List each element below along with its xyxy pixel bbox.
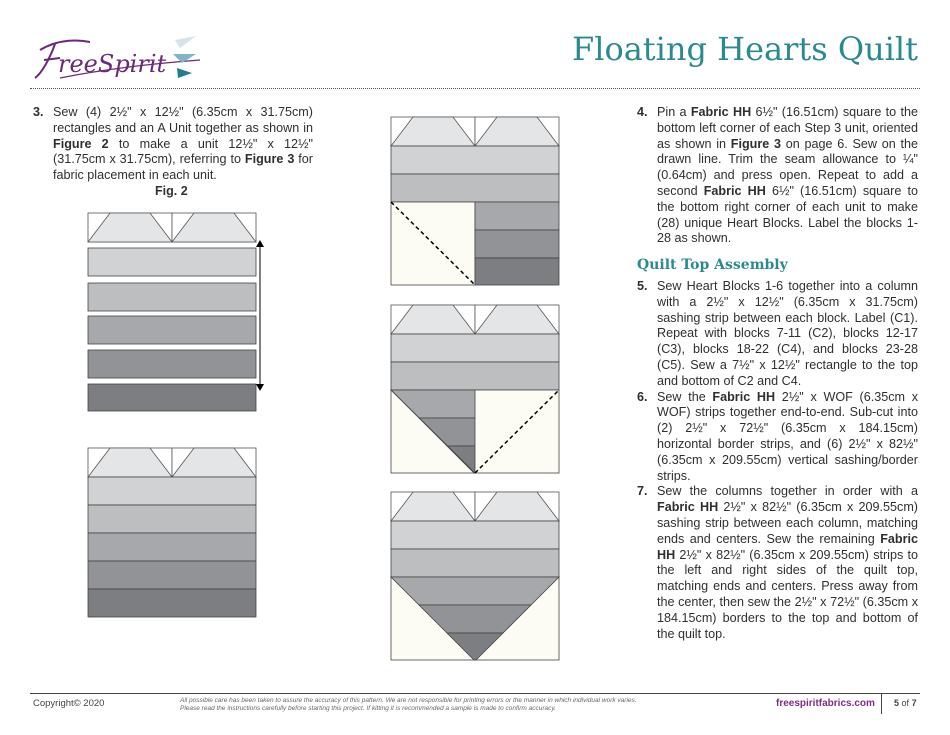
website-link[interactable]: freespiritfabrics.com <box>776 698 875 709</box>
footer-divider <box>30 693 920 694</box>
block-diagram-strips <box>86 446 261 620</box>
fabric-strip <box>391 334 559 362</box>
fabric-strip <box>88 350 256 378</box>
step-text-segment: Fabric HH <box>703 183 766 198</box>
step-text-segment: to make a unit 12½" x 12½" (31.75cm x 31.75cm), referring to <box>53 136 313 167</box>
step-text <box>657 484 918 642</box>
step-item <box>33 105 313 184</box>
step-item <box>637 105 918 247</box>
assembly-steps <box>637 279 918 642</box>
step-item <box>637 279 918 390</box>
step-text-segment: for fabric placement in each unit. <box>53 152 313 183</box>
freespirit-logo <box>30 28 210 93</box>
fabric-strip <box>475 258 559 285</box>
fabric-strip <box>475 202 559 230</box>
step-number: 4. <box>637 105 648 119</box>
fabric-strip <box>391 577 559 605</box>
fabric-strip <box>391 549 559 577</box>
disclaimer-line: Please read the instructions carefully before starting this project. If kitting it is recommended a sample is made to confirm accuracy. <box>180 705 556 712</box>
step-number: 7. <box>637 484 648 499</box>
fabric-strip <box>391 362 559 390</box>
step-item <box>637 484 918 642</box>
step-text <box>657 105 918 247</box>
step-text-segment: Figure 3 <box>244 152 295 167</box>
fabric-strip <box>391 146 559 174</box>
step-item <box>637 390 918 485</box>
fabric-strip <box>391 521 559 549</box>
page-current: 5 <box>894 698 900 708</box>
step-text <box>657 279 918 390</box>
step-text-segment: 2½" x 82½" (6.35cm x 209.55cm) strips to the left and right sides of the quilt top, matching ends and centers. Press away from the center, then sew the 2½" x 72½" (6.35cm x 184.15cm) borders to the top and bottom of the quilt top. <box>657 547 918 641</box>
step-text <box>657 390 918 485</box>
step-text-segment: 6½" (16.51cm) square to the bottom right corner of each unit to make (28) unique Heart Blocks. Label the blocks 1-28 as shown. <box>657 183 918 246</box>
step-text-segment: Sew the columns together in order with a <box>657 484 918 499</box>
step-text-segment: Figure 2 <box>53 136 109 151</box>
step-text-segment: on page 6. Sew on the drawn line. Trim the seam allowance to ¼" (0.64cm) and press open. Repeat to add a second <box>657 136 918 198</box>
step-text-segment: Fabric HH <box>657 500 719 515</box>
step-text-segment: Pin a <box>657 105 691 119</box>
step-number: 3. <box>33 105 44 119</box>
step-text-segment: 6½" (16.51cm) square to the bottom left corner of each Step 3 unit, oriented as shown in <box>657 105 918 151</box>
step-text-segment: Sew (4) 2½" x 12½" (6.35cm x 31.75cm) rectangles and an A Unit together as shown in <box>53 105 313 135</box>
step-3 <box>33 105 313 184</box>
fabric-strip <box>88 477 256 505</box>
step-text-segment: Fabric HH <box>690 105 752 119</box>
fabric-strip <box>88 316 256 344</box>
disclaimer <box>180 697 637 713</box>
step-4 <box>637 105 918 247</box>
step-number: 5. <box>637 279 648 293</box>
step-text-segment: Sew Heart Blocks 1-6 together into a column with a 2½" x 12½" (6.35cm x 31.75cm) sashing strip between each block. Label (C1). Repeat with blocks 7-11 (C2), blocks 12-17 (C3), blocks 18-22 (C4), and blocks 23-28 (C5). Sew a 7½" x 12½" rectangle to the top and bottom of C2 and C4. <box>657 279 918 388</box>
fabric-strip <box>88 283 256 311</box>
step-text-segment: 2½" x 82½" (6.35cm x 209.55cm) sashing strip between each column, matching ends and centers. Sew the remaining <box>657 500 919 546</box>
step-text-segment: Sew the <box>657 389 713 404</box>
figure-label: Fig. 2 <box>155 184 188 198</box>
fabric-strip <box>88 248 256 276</box>
svg-text:reeSpirit: reeSpirit <box>58 50 167 78</box>
step-text-segment: 2½" x WOF (6.35cm x WOF) strips together end-to-end. Sub-cut into (2) 2½" x 72½" (6.35cm x 184.15cm) horizontal border strips, and (6) 2½" x 82½" (6.35cm x 209.55cm) vertical sashing/border strips. <box>657 389 919 483</box>
fabric-strip <box>475 230 559 258</box>
section-title: Quilt Top Assembly <box>637 257 788 273</box>
block-diagram-heart <box>389 490 564 664</box>
page-title: Floating Hearts Quilt <box>572 30 918 68</box>
step-text-segment: Fabric HH <box>712 389 776 404</box>
page-total: 7 <box>911 698 917 708</box>
block-diagram-step-b <box>389 303 564 477</box>
step-text-segment: Figure 3 <box>730 136 781 151</box>
fabric-strip <box>88 384 256 411</box>
disclaimer-line: All possible care has been taken to assure the accuracy of this pattern. We are not responsible for printing errors or the manner in which individual work varies. <box>180 697 637 704</box>
figure-2-triangles <box>86 211 261 246</box>
copyright: Copyright© 2020 <box>33 698 105 709</box>
page-number <box>894 698 917 708</box>
footer-separator <box>881 694 882 714</box>
figure-2-diagram <box>86 238 271 418</box>
fabric-strip <box>88 533 256 561</box>
step-number: 6. <box>637 389 648 404</box>
step-text <box>53 105 313 184</box>
header-divider <box>30 88 920 89</box>
fabric-strip <box>391 174 559 202</box>
fabric-strip <box>88 589 256 617</box>
step-text-segment: Fabric HH <box>657 531 918 562</box>
block-diagram-step-a <box>389 115 564 289</box>
fabric-strip <box>88 505 256 533</box>
page-of: of <box>901 698 910 708</box>
fabric-strip <box>88 561 256 589</box>
